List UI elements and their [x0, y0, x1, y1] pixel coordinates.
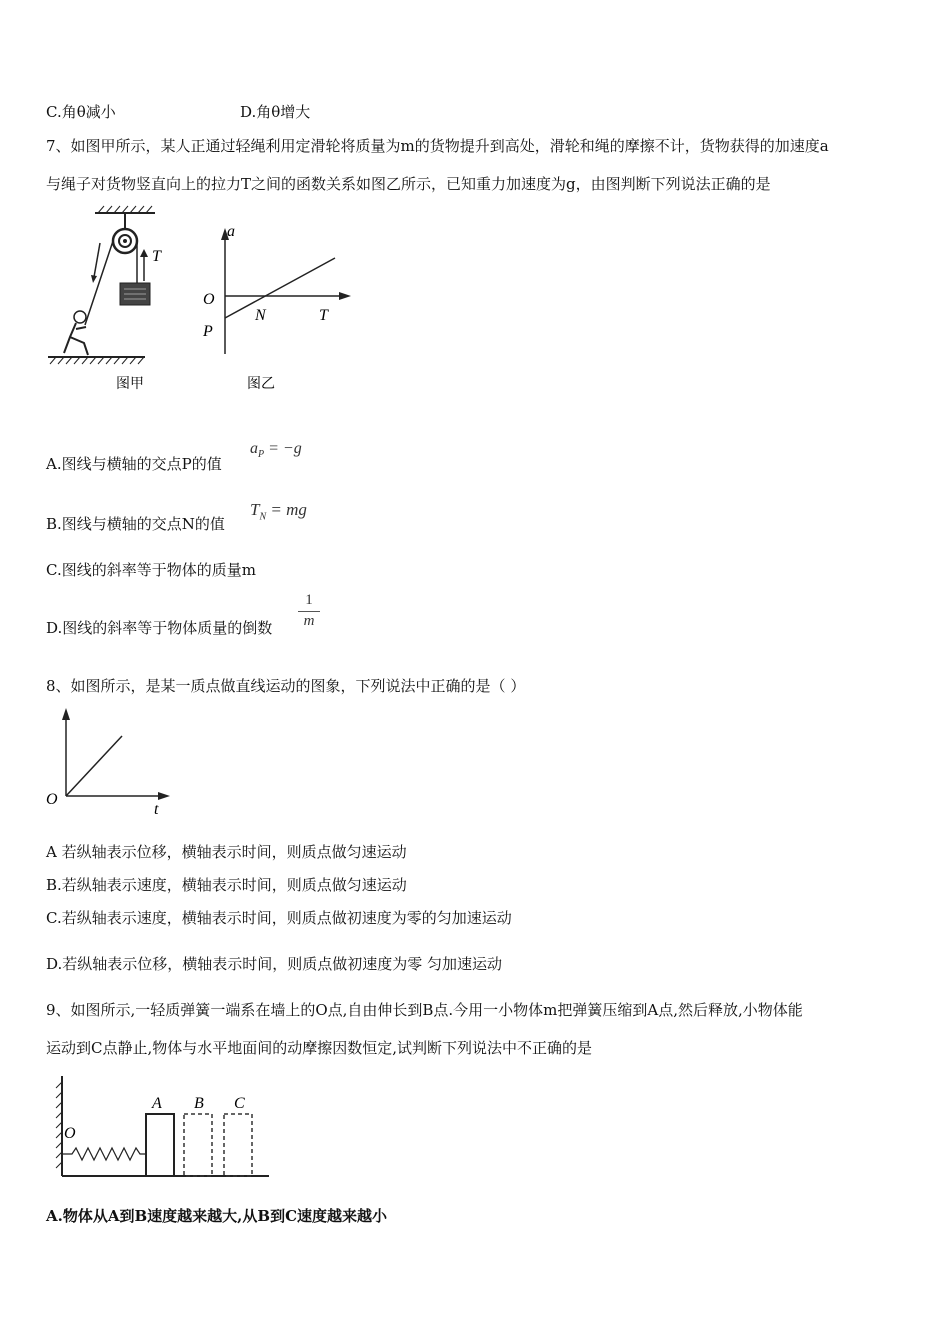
q8-figure-label-o: O [46, 791, 58, 808]
q9-figure-label-b: B [194, 1095, 204, 1112]
q7-figure-a [40, 205, 170, 395]
q9-stem-line2: 运动到C点静止,物体与水平地面间的动摩擦因数恒定,试判断下列说法中不正确的是 [46, 1039, 593, 1057]
q7-option-a-math: $a_P = -g$ [250, 440, 302, 461]
q7-stem-line1: 7、如图甲所示，某人正通过轻绳利用定滑轮将质量为m的货物提升到高处，滑轮和绳的摩擦不计，货物获得的加速度a [46, 137, 829, 155]
q6-option-d: D.角θ增大 [240, 103, 311, 121]
q7-figure-b-label-t: T [319, 307, 328, 324]
q7-option-b-math: $T_N$ = mg [250, 500, 307, 523]
q8-option-c: C.若纵轴表示速度，横轴表示时间，则质点做初速度为零的匀加速运动 [46, 909, 512, 927]
q7-option-d: D.图线的斜率等于物体质量的倒数 [46, 619, 273, 637]
q8-option-b: B.若纵轴表示速度，横轴表示时间，则质点做匀速运动 [46, 876, 407, 894]
q9-stem-line1: 9、如图所示,一轻质弹簧一端系在墙上的O点,自由伸长到B点.今用一小物体m把弹簧压缩到A点,然后释放,小物体能 [46, 1001, 803, 1019]
q7-option-d-fraction: 1 m [298, 592, 320, 630]
q7-option-a: A.图线与横轴的交点P的值 [46, 455, 222, 473]
q7-stem-line2: 与绳子对货物竖直向上的拉力T之间的函数关系如图乙所示，已知重力加速度为g，由图判断下列说法正确的是 [46, 175, 771, 193]
q7-figure-b-label-a: a [227, 223, 235, 240]
q8-stem: 8、如图所示，是某一质点做直线运动的图象，下列说法中正确的是（ ） [46, 677, 526, 695]
q7-figure-b-caption: 图乙 [247, 376, 275, 392]
q9-figure [44, 1072, 284, 1192]
q8-option-a: A 若纵轴表示位移，横轴表示时间，则质点做匀速运动 [46, 843, 407, 861]
q9-figure-label-c: C [234, 1095, 245, 1112]
q9-figure-label-o: O [64, 1125, 76, 1142]
q7-figure-b-label-n: N [255, 307, 266, 324]
q7-figure-a-label-t: T [152, 248, 161, 265]
q9-option-a: A.物体从A到B速度越来越大,从B到C速度越来越小 [46, 1207, 388, 1225]
q7-figure-b [195, 220, 365, 395]
q6-option-c: C.角θ减小 [46, 103, 116, 121]
q9-figure-label-a: A [152, 1095, 162, 1112]
q7-option-c: C.图线的斜率等于物体的质量m [46, 561, 256, 579]
q7-figure-a-caption: 图甲 [116, 376, 144, 392]
q7-option-b: B.图线与横轴的交点N的值 [46, 515, 225, 533]
q7-figure-b-label-o: O [203, 291, 215, 308]
q8-option-d: D.若纵轴表示位移，横轴表示时间，则质点做初速度为零 匀加速运动 [46, 955, 503, 973]
q7-figure-b-label-p: P [203, 323, 213, 340]
q8-figure-label-t: t [154, 801, 159, 818]
q8-figure [40, 700, 180, 820]
